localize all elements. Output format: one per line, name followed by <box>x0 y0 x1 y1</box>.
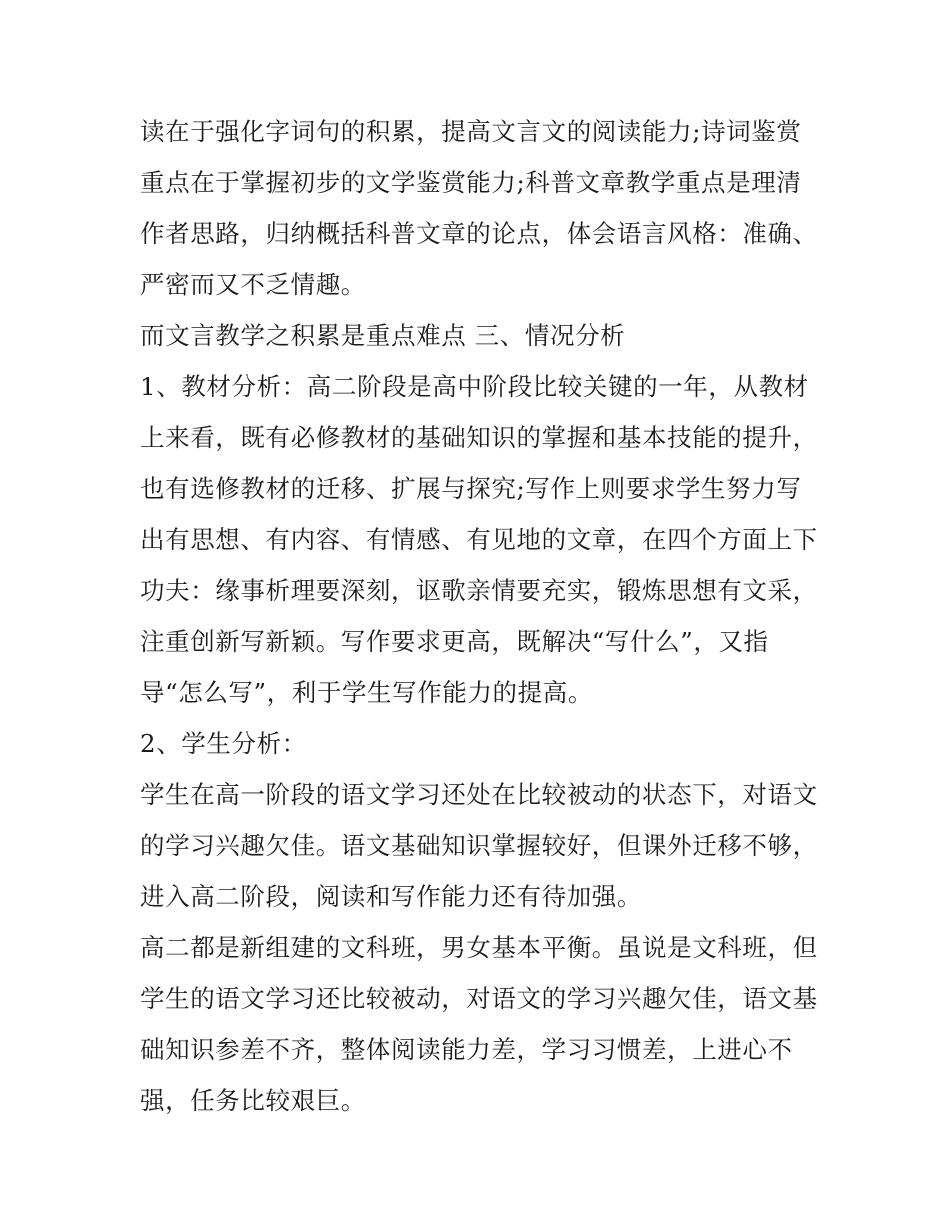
text-line: 高二都是新组建的文科班，男女基本平衡。虽说是文科班，但 <box>140 933 818 962</box>
text-line: 也有选修教材的迁移、扩展与探究;写作上则要求学生努力写 <box>140 474 802 503</box>
text-line: 读在于强化字词句的积累，提高文言文的阅读能力;诗词鉴赏 <box>140 117 802 146</box>
text-line: 上来看，既有必修教材的基础知识的掌握和基本技能的提升， <box>140 423 818 452</box>
text-line: 严密而又不乏情趣。 <box>140 270 366 299</box>
text-line: 学生的语文学习还比较被动，对语文的学习兴趣欠佳，语文基 <box>140 984 818 1013</box>
text-line: 功夫：缘事析理要深刻，讴歌亲情要充实，锻炼思想有文采， <box>140 576 818 605</box>
text-line: 导“怎么写”，利于学生写作能力的提高。 <box>140 678 593 707</box>
text-line: 重点在于掌握初步的文学鉴赏能力;科普文章教学重点是理清 <box>140 168 802 197</box>
text-line: 础知识参差不齐，整体阅读能力差，学习习惯差，上进心不 <box>140 1035 793 1064</box>
text-line: 注重创新写新颖。写作要求更高，既解决“写什么”，又指 <box>140 627 769 656</box>
section-heading: 而文言教学之积累是重点难点 三、情况分析 <box>140 321 626 350</box>
text-line: 1、教材分析：高二阶段是高中阶段比较关键的一年，从教材 <box>140 372 809 401</box>
document-body <box>140 106 820 1126</box>
text-line: 作者思路，归纳概括科普文章的论点，体会语言风格：准确、 <box>140 219 818 248</box>
text-line: 出有思想、有内容、有情感、有见地的文章，在四个方面上下 <box>140 525 818 554</box>
text-line: 进入高二阶段，阅读和写作能力还有待加强。 <box>140 882 642 911</box>
text-line: 学生在高一阶段的语文学习还处在比较被动的状态下，对语文 <box>140 780 818 809</box>
text-line: 的学习兴趣欠佳。语文基础知识掌握较好，但课外迁移不够， <box>140 831 818 860</box>
subsection-heading: 2、学生分析： <box>140 729 307 758</box>
text-line: 强，任务比较艰巨。 <box>140 1086 366 1115</box>
